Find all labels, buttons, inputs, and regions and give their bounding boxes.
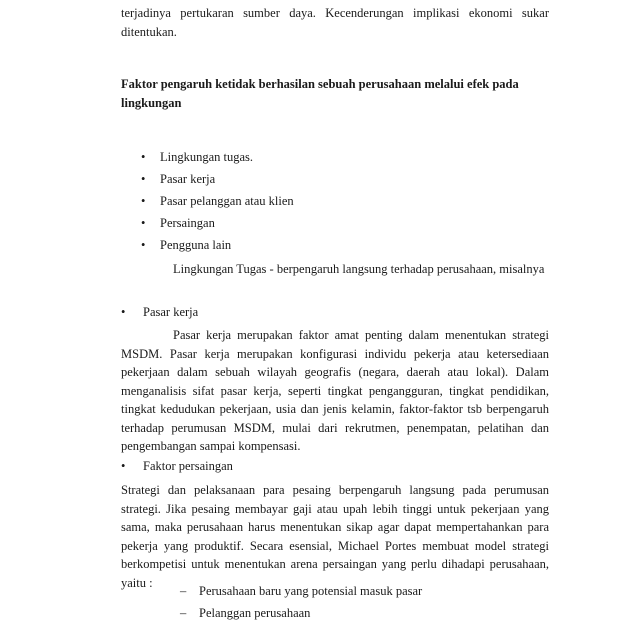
persaingan-paragraph: Strategi dan pelaksanaan para pesaing berpengaruh langsung pada perumusan strategi. Jika pesaing membayar gaji atau upah lebih tinggi untuk pekerjaan yang sama, maka perusahaan harus menentukan sikap agar dapat mempertahankan para pekerja yang produktif. Secara esensial, Michael Portes membuat model strategi berkompetisi untuk menentukan arena persaingan yang perlu dihadapi perusahaan, yaitu :	[121, 483, 549, 590]
persaingan-title-text: Faktor persaingan	[143, 459, 233, 473]
bullet-item: • Persaingan	[141, 214, 294, 236]
bullet-item: • Lingkungan tugas.	[141, 148, 294, 170]
bullet-item: • Pengguna lain	[141, 236, 294, 258]
bullet-item: • Pasar pelanggan atau klien	[141, 192, 294, 214]
persaingan-title	[121, 457, 233, 475]
dash-item: – Perusahaan baru yang potensial masuk pasar	[180, 582, 422, 604]
section-heading: Faktor pengaruh ketidak berhasilan sebuah perusahaan melalui efek pada lingkungan	[121, 77, 519, 110]
top-paragraph: terjadinya pertukaran sumber daya. Kecenderungan implikasi ekonomi sukar ditentukan.	[121, 6, 549, 39]
pasar-kerja-paragraph: Pasar kerja merupakan faktor amat penting dalam menentukan strategi MSDM. Pasar kerja merupakan konfigurasi individu pekerja atau ketersediaan pekerjaan dalam sebuah wilayah geografis (negara, daerah atau lokal). Dalam menganalisis sifat pasar kerja, seperti tingkat pengangguran, tingkat pendidikan, tingkat kedudukan pekerjaan, usia dan jenis kelamin, faktor-faktor tsb berpengaruh terhadap perumusan MSDM, mulai dari rekrutmen, penempatan, pelatihan dan pengembangan sampai kompensasi.	[121, 328, 549, 453]
dash-list	[180, 582, 422, 626]
pasar-kerja-title-text: Pasar kerja	[143, 305, 199, 319]
bullet-dot: •	[121, 459, 126, 473]
bullet-item: • Pasar kerja	[141, 170, 294, 192]
pasar-kerja-title	[121, 303, 198, 321]
bullet-dot: •	[121, 305, 126, 319]
dash-item: – Pelanggan perusahaan	[180, 604, 422, 626]
task-environment-line: Lingkungan Tugas - berpengaruh langsung terhadap perusahaan, misalnya	[173, 262, 545, 276]
factor-bullet-list	[141, 148, 294, 258]
